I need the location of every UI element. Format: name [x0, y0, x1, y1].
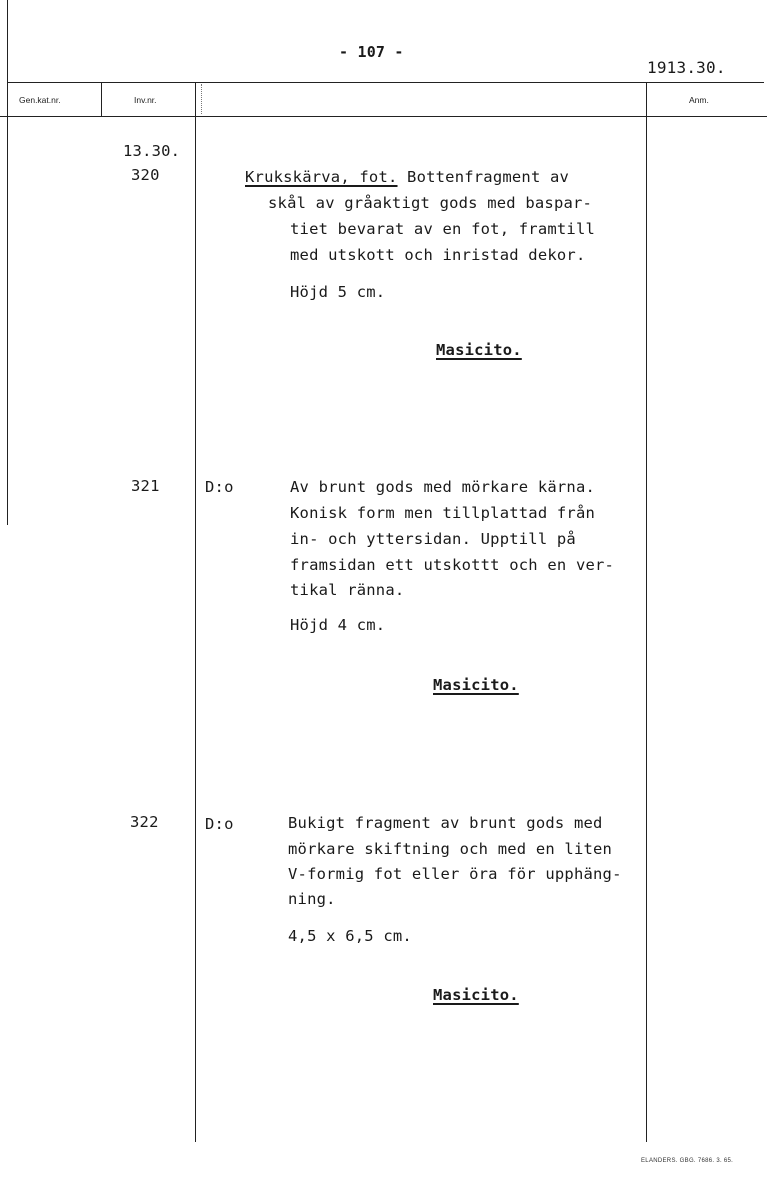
entry-321-line-3: framsidan ett utskottt och en ver-: [290, 556, 615, 574]
entry-321-inv-number: 321: [131, 477, 160, 495]
entry-321-signature: Masicito.: [433, 676, 519, 694]
inv-column-line: [195, 82, 196, 1142]
anm-column-line: [646, 82, 647, 1142]
column-header-inv: Inv.nr.: [134, 95, 157, 105]
entry-321-measure: Höjd 4 cm.: [290, 616, 386, 634]
entry-320-line-0: Bottenfragment av: [397, 168, 570, 186]
entry-322-line-2: V-formig fot eller öra för upphäng-: [288, 865, 622, 883]
entry-320-line-2: tiet bevarat av en fot, framtill: [290, 220, 596, 238]
page-number: - 107 -: [339, 43, 404, 61]
entry-321-line-2: in- och yttersidan. Upptill på: [290, 530, 576, 548]
entry-322-line-0: Bukigt fragment av brunt gods med: [288, 814, 603, 832]
column-header-anm: Anm.: [689, 95, 709, 105]
entry-321-line-1: Konisk form men tillplattad från: [290, 504, 596, 522]
entry-322-signature: Masicito.: [433, 986, 519, 1004]
entry-322-inv-number: 322: [130, 813, 159, 831]
entry-320-line-3: med utskott och inristad dekor.: [290, 246, 586, 264]
header-bottom-rule: [0, 116, 767, 117]
entry-322-line-1: mörkare skiftning och med en liten: [288, 840, 613, 858]
entry-321-line-4: tikal ränna.: [290, 581, 405, 599]
entry-320-measure: Höjd 5 cm.: [290, 283, 386, 301]
entry-322-measure: 4,5 x 6,5 cm.: [288, 927, 412, 945]
entry-322-line-3: ning.: [288, 890, 336, 908]
entry-320-first-line: [245, 168, 569, 186]
inv-dotted-line: [201, 84, 202, 114]
printer-mark: ELANDERS. GBG. 7686. 3. 65.: [641, 1158, 734, 1164]
entry-320-prefix: 13.30.: [123, 142, 181, 160]
header-top-rule: [7, 82, 764, 83]
entry-320-title: Krukskärva, fot.: [245, 168, 398, 186]
entry-321-ref: D:o: [205, 478, 234, 496]
left-margin-line: [7, 0, 8, 525]
year-code: 1913.30.: [647, 58, 726, 77]
gen-kat-column-line: [101, 82, 102, 117]
entry-321-line-0: Av brunt gods med mörkare kärna.: [290, 478, 596, 496]
entry-320-signature: Masicito.: [436, 341, 522, 359]
entry-320-inv-number: 320: [131, 166, 160, 184]
entry-320-line-1: skål av gråaktigt gods med baspar-: [268, 194, 593, 212]
column-header-gen-kat: Gen.kat.nr.: [19, 95, 61, 105]
entry-322-ref: D:o: [205, 815, 234, 833]
